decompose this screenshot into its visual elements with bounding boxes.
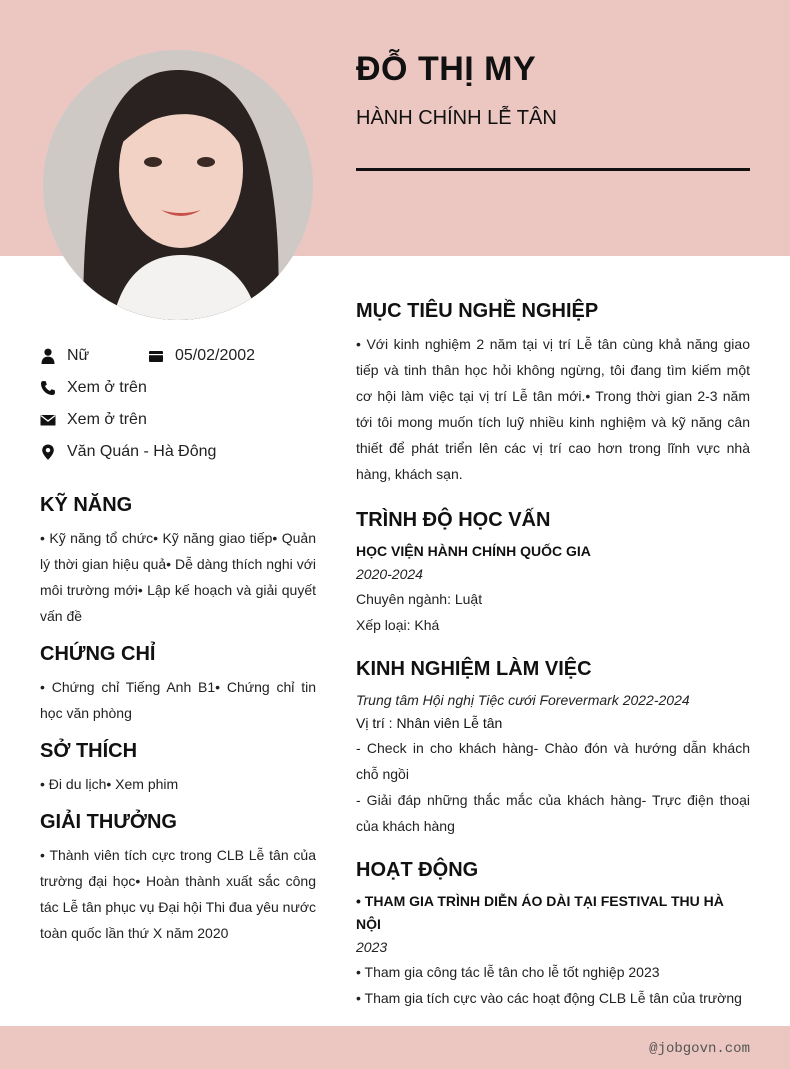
objective-title: MỤC TIÊU NGHỀ NGHIỆP <box>356 300 599 322</box>
location-icon <box>40 443 56 461</box>
skills-title: KỸ NĂNG <box>40 494 133 516</box>
title-divider <box>356 168 750 171</box>
experience-title: KINH NGHIỆM LÀM VIỆC <box>356 658 592 680</box>
phone-icon <box>40 379 56 397</box>
experience-company: Trung tâm Hội nghị Tiệc cưới Forevermark 2022-2024 <box>356 692 690 708</box>
contact-row-address <box>40 436 316 468</box>
activities-title: HOẠT ĐỘNG <box>356 859 479 881</box>
education-grade: Xếp loại: Khá <box>356 617 440 633</box>
activities-headline: • THAM GIA TRÌNH DIỄN ÁO DÀI TẠI FESTIVAL THU HÀ NỘI <box>356 893 724 932</box>
certificates-title: CHỨNG CHỈ <box>40 643 156 665</box>
skills-text: • Kỹ năng tổ chức• Kỹ năng giao tiếp• Quản lý thời gian hiệu quả• Dễ dàng thích nghi với môi trường mới• Lập kế hoạch và giải quyết vấn đề <box>40 530 316 624</box>
watermark-text: @jobgovn.com <box>649 1041 750 1057</box>
contact-row-gender-birthday <box>40 340 316 372</box>
hobbies-title: SỞ THÍCH <box>40 740 138 762</box>
education-school: HỌC VIỆN HÀNH CHÍNH QUỐC GIA <box>356 543 591 559</box>
footer-band <box>0 1026 790 1069</box>
education-title: TRÌNH ĐỘ HỌC VẤN <box>356 509 551 531</box>
gender-item <box>40 347 148 365</box>
birthday-value: 05/02/2002 <box>175 347 256 364</box>
objective-text: • Với kinh nghiệm 2 năm tại vị trí Lễ tân cùng khả năng giao tiếp và tinh thân học hỏi không ngừng, tôi đang tìm kiếm một cơ hội làm việc tại vị trí Lễ tân mới.• Trong thời gian 2-3 năm tới tôi mong muốn tích luỹ nhiều kinh nghiệm và kỹ năng cân thiết để phát triển lên các vị trí cao hơn trong lĩnh vực nhà hàng, khách sạn. <box>356 336 750 482</box>
left-column <box>40 340 316 946</box>
certificates-text: • Chứng chỉ Tiếng Anh B1• Chứng chỉ tin học văn phòng <box>40 679 316 721</box>
experience-position: Vị trí : Nhân viên Lễ tân <box>356 715 503 731</box>
email-value: Xem ở trên <box>67 411 147 428</box>
birthday-item <box>148 347 255 365</box>
profile-photo <box>43 50 313 320</box>
activities-item: • Tham gia công tác lễ tân cho lễ tốt nghiệp 2023 <box>356 964 660 980</box>
awards-text: • Thành viên tích cực trong CLB Lễ tân của trường đại học• Hoàn thành xuất sắc công tác Lễ tân phục vụ Đại hội Thi đua yêu nước toàn quốc lần thứ X năm 2020 <box>40 847 316 941</box>
right-column <box>356 300 750 1011</box>
gender-value: Nữ <box>67 347 90 364</box>
education-years: 2020-2024 <box>356 566 423 582</box>
experience-duty: - Giải đáp những thắc mắc của khách hàng- Trực điện thoại của khách hàng <box>356 792 750 834</box>
contact-row-email <box>40 404 316 436</box>
phone-value: Xem ở trên <box>67 379 147 396</box>
awards-title: GIẢI THƯỞNG <box>40 811 177 833</box>
activities-item: • Tham gia tích cực vào các hoạt động CLB Lễ tân của trường <box>356 990 742 1006</box>
address-value: Văn Quán - Hà Đông <box>67 443 217 460</box>
hobbies-text: • Đi du lịch• Xem phim <box>40 776 179 792</box>
email-icon <box>40 411 56 429</box>
job-title: HÀNH CHÍNH LỄ TÂN <box>356 107 557 129</box>
candidate-name: ĐỖ THỊ MY <box>356 50 537 88</box>
calendar-icon <box>148 347 164 365</box>
person-icon <box>40 347 56 365</box>
activities-year: 2023 <box>356 939 388 955</box>
experience-duty: - Check in cho khách hàng- Chào đón và hướng dẫn khách chỗ ngồi <box>356 740 750 782</box>
contact-row-phone <box>40 372 316 404</box>
education-major: Chuyên ngành: Luật <box>356 591 483 607</box>
